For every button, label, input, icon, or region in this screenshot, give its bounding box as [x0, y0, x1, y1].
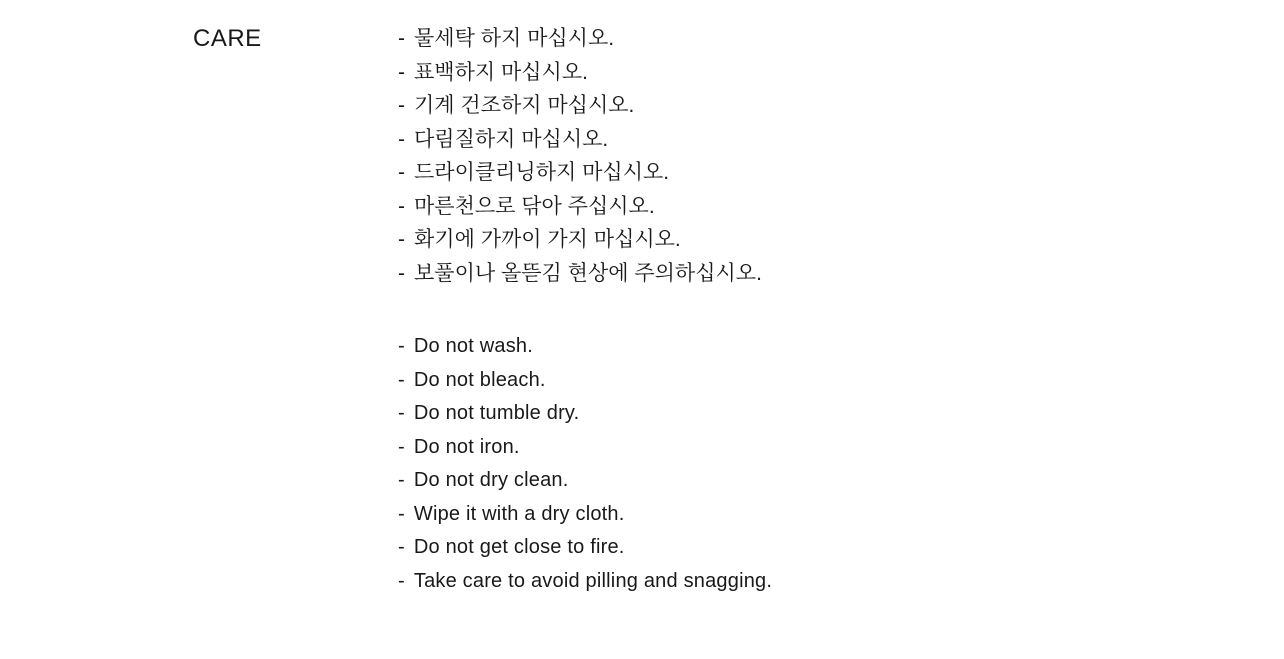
dash-bullet: - [398, 502, 405, 525]
dash-bullet: - [398, 368, 405, 391]
care-instruction-ko [398, 22, 772, 56]
care-list-korean [398, 22, 772, 290]
dash-bullet: - [398, 261, 405, 285]
care-instruction-ko [398, 257, 772, 291]
care-instruction-en [398, 464, 772, 498]
care-instruction-en [398, 498, 772, 532]
dash-bullet: - [398, 127, 405, 151]
care-instruction-text: Do not dry clean. [413, 469, 569, 491]
care-instruction-ko [398, 190, 772, 224]
care-instruction-text: 마른천으로 닦아 주십시오. [414, 194, 655, 218]
care-instruction-text: 보풀이나 올뜯김 현상에 주의하십시오. [414, 261, 762, 285]
care-instruction-ko [398, 123, 772, 157]
care-instruction-ko [398, 156, 772, 190]
dash-bullet: - [398, 194, 405, 218]
care-instruction-text: Do not tumble dry. [413, 402, 580, 424]
dash-bullet: - [398, 469, 405, 491]
dash-bullet: - [398, 536, 405, 558]
dash-bullet: - [398, 402, 405, 424]
care-instruction-ko [398, 56, 772, 90]
care-list-english [398, 330, 772, 598]
dash-bullet: - [398, 27, 405, 50]
care-instruction-text: Take care to avoid pilling and snagging. [413, 569, 773, 592]
care-instruction-text: Do not iron. [413, 435, 520, 458]
care-instruction-text: 물세탁 하지 마십시오. [414, 27, 615, 50]
care-instruction-text: 화기에 가까이 가지 마십시오. [414, 228, 681, 251]
care-section-heading: CARE [193, 25, 262, 52]
care-instruction-en [398, 330, 772, 364]
dash-bullet: - [398, 161, 405, 184]
care-instruction-text: 표백하지 마십시오. [414, 60, 588, 84]
dash-bullet: - [398, 335, 405, 357]
dash-bullet: - [398, 228, 405, 251]
care-instruction-text: Do not bleach. [413, 368, 546, 391]
dash-bullet: - [398, 435, 405, 458]
care-section [193, 22, 772, 598]
care-instruction-en [398, 397, 772, 431]
care-instruction-text: Wipe it with a dry cloth. [413, 502, 625, 525]
care-instruction-en [398, 565, 772, 599]
care-instruction-en [398, 531, 772, 565]
care-instructions [398, 22, 772, 598]
care-instruction-text: 기계 건조하지 마십시오. [414, 94, 635, 117]
dash-bullet: - [398, 60, 405, 84]
dash-bullet: - [398, 94, 405, 117]
care-instruction-text: 다림질하지 마십시오. [414, 127, 609, 151]
care-instruction-text: Do not wash. [413, 335, 534, 357]
care-instruction-text: Do not get close to fire. [413, 536, 625, 558]
care-instruction-en [398, 364, 772, 398]
care-instruction-text: 드라이클리닝하지 마십시오. [414, 161, 670, 184]
care-instruction-ko [398, 223, 772, 257]
dash-bullet: - [398, 569, 405, 592]
care-instruction-en [398, 431, 772, 465]
care-instruction-ko [398, 89, 772, 123]
